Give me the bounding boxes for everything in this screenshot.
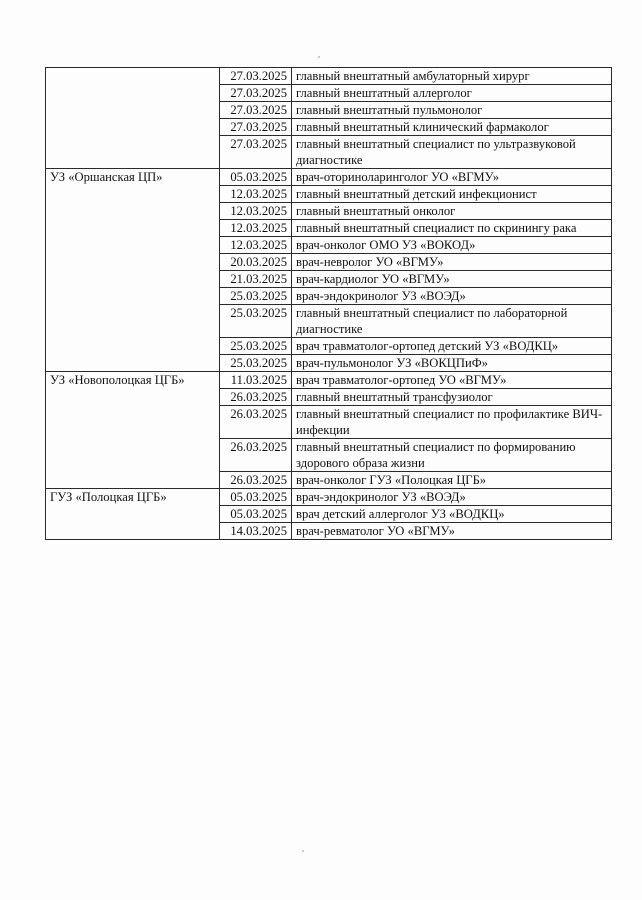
specialist-cell: врач-кардиолог УО «ВГМУ»	[292, 271, 612, 288]
specialist-cell: главный внештатный специалист по профилактике ВИЧ-инфекции	[292, 406, 612, 439]
schedule-table	[45, 67, 612, 540]
date-cell: 27.03.2025	[220, 102, 292, 119]
specialist-cell: главный внештатный аллерголог	[292, 85, 612, 102]
date-cell: 11.03.2025	[220, 372, 292, 389]
specialist-cell: врач-оториноларинголог УО «ВГМУ»	[292, 169, 612, 186]
date-cell: 26.03.2025	[220, 472, 292, 489]
organization-cell: ГУЗ «Полоцкая ЦГБ»	[46, 489, 220, 540]
date-cell: 26.03.2025	[220, 439, 292, 472]
specialist-cell: врач-невролог УО «ВГМУ»	[292, 254, 612, 271]
specialist-cell: врач-пульмонолог УЗ «ВОКЦПиФ»	[292, 355, 612, 372]
date-cell: 25.03.2025	[220, 288, 292, 305]
specialist-cell: врач-онколог ОМО УЗ «ВОКОД»	[292, 237, 612, 254]
date-cell: 25.03.2025	[220, 338, 292, 355]
table-row	[46, 169, 612, 186]
specialist-cell: врач-онколог ГУЗ «Полоцкая ЦГБ»	[292, 472, 612, 489]
date-cell: 25.03.2025	[220, 355, 292, 372]
specialist-cell: врач травматолог-ортопед УО «ВГМУ»	[292, 372, 612, 389]
table-row	[46, 68, 612, 85]
specialist-cell: врач-ревматолог УО «ВГМУ»	[292, 523, 612, 540]
date-cell: 27.03.2025	[220, 85, 292, 102]
specialist-cell: главный внештатный специалист по ультразвуковой диагностике	[292, 136, 612, 169]
specialist-cell: главный внештатный детский инфекционист	[292, 186, 612, 203]
date-cell: 12.03.2025	[220, 186, 292, 203]
specialist-cell: врач детский аллерголог УЗ «ВОДКЦ»	[292, 506, 612, 523]
specialist-cell: главный внештатный клинический фармаколог	[292, 119, 612, 136]
date-cell: 05.03.2025	[220, 169, 292, 186]
date-cell: 05.03.2025	[220, 489, 292, 506]
date-cell: 27.03.2025	[220, 68, 292, 85]
date-cell: 20.03.2025	[220, 254, 292, 271]
specialist-cell: врач-эндокринолог УЗ «ВОЭД»	[292, 288, 612, 305]
date-cell: 05.03.2025	[220, 506, 292, 523]
date-cell: 12.03.2025	[220, 237, 292, 254]
table-row	[46, 372, 612, 389]
specialist-cell: главный внештатный специалист по скринингу рака	[292, 220, 612, 237]
date-cell: 25.03.2025	[220, 305, 292, 338]
table-row	[46, 489, 612, 506]
specialist-cell: главный внештатный трансфузиолог	[292, 389, 612, 406]
specialist-cell: главный внештатный онколог	[292, 203, 612, 220]
specialist-cell: главный внештатный специалист по формированию здорового образа жизни	[292, 439, 612, 472]
date-cell: 12.03.2025	[220, 203, 292, 220]
scan-speck	[318, 56, 320, 58]
scan-speck	[302, 850, 304, 852]
organization-cell: УЗ «Новополоцкая ЦГБ»	[46, 372, 220, 489]
specialist-cell: главный внештатный амбулаторный хирург	[292, 68, 612, 85]
specialist-cell: главный внештатный специалист по лабораторной диагностике	[292, 305, 612, 338]
specialist-cell: врач-эндокринолог УЗ «ВОЭД»	[292, 489, 612, 506]
date-cell: 21.03.2025	[220, 271, 292, 288]
date-cell: 27.03.2025	[220, 136, 292, 169]
date-cell: 26.03.2025	[220, 406, 292, 439]
organization-cell	[46, 68, 220, 169]
date-cell: 26.03.2025	[220, 389, 292, 406]
date-cell: 12.03.2025	[220, 220, 292, 237]
date-cell: 14.03.2025	[220, 523, 292, 540]
organization-cell: УЗ «Оршанская ЦП»	[46, 169, 220, 372]
specialist-cell: главный внештатный пульмонолог	[292, 102, 612, 119]
date-cell: 27.03.2025	[220, 119, 292, 136]
specialist-cell: врач травматолог-ортопед детский УЗ «ВОДКЦ»	[292, 338, 612, 355]
schedule-table-body	[46, 68, 612, 540]
